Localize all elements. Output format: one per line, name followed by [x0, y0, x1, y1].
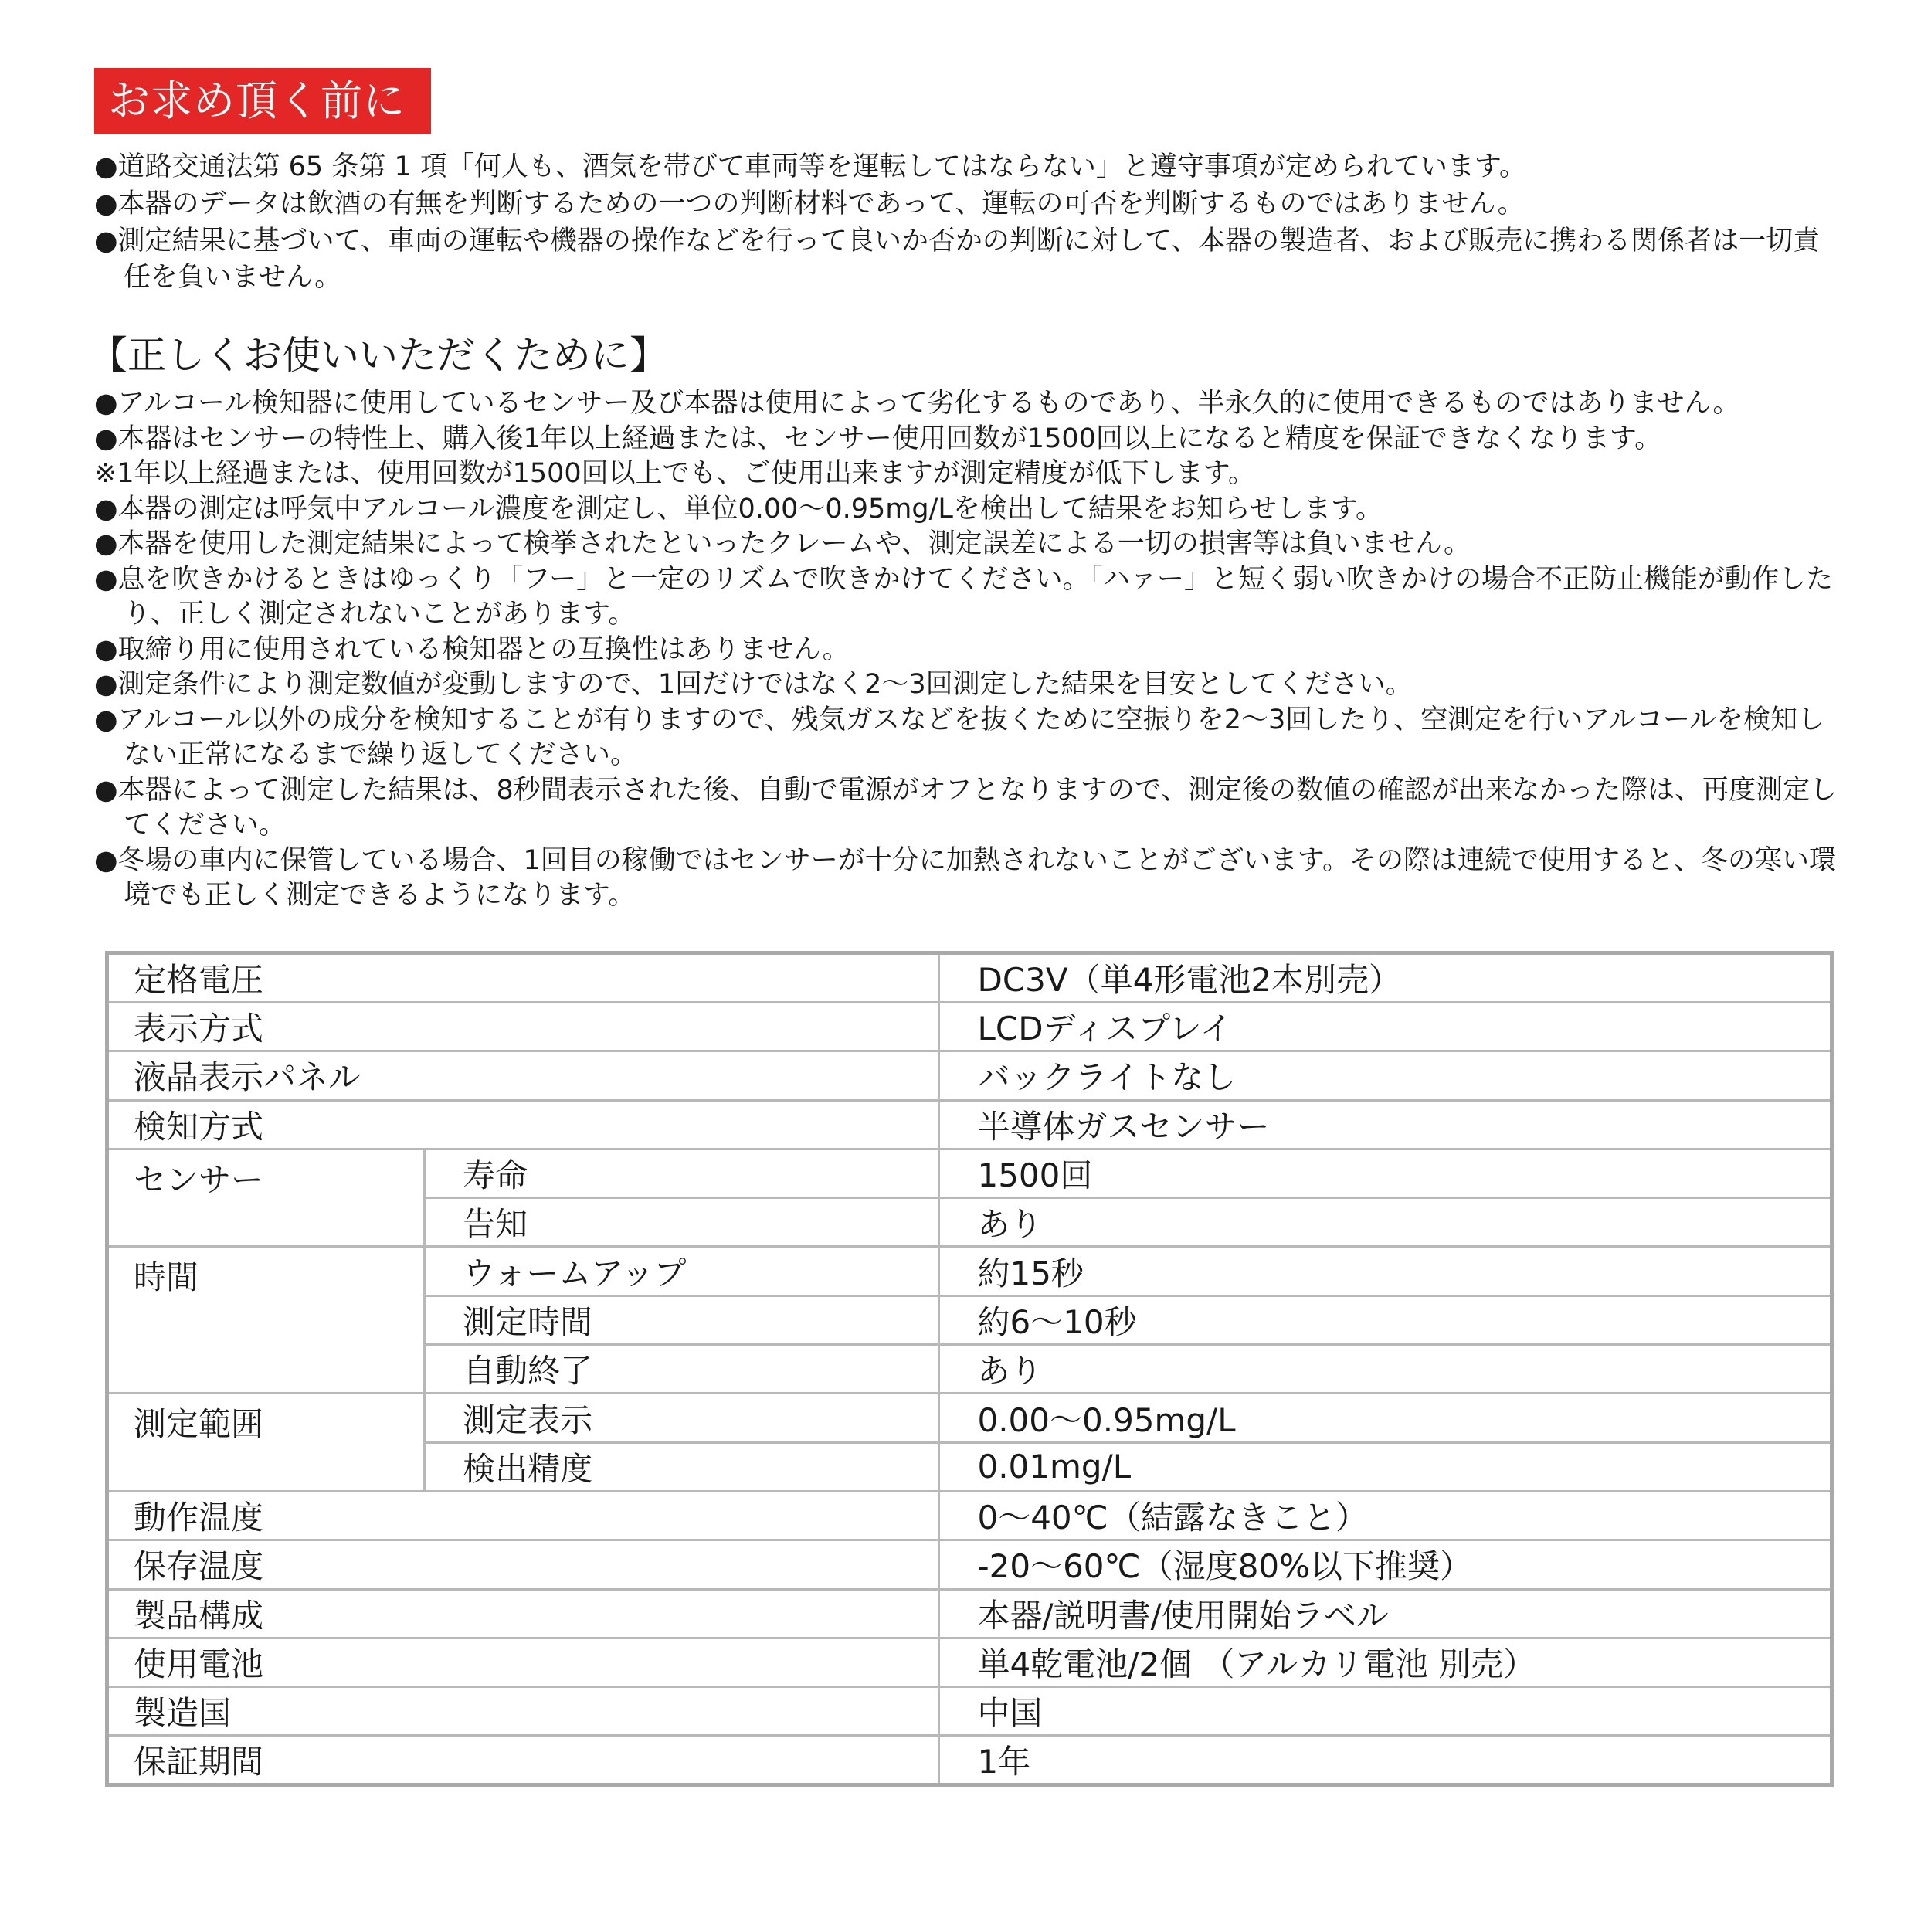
spec-table — [105, 951, 1834, 1787]
precaution-list — [94, 149, 1840, 297]
spec-label: 動作温度 — [107, 1491, 939, 1540]
spec-label: 使用電池 — [107, 1638, 939, 1686]
list-item: ●本器のデータは飲酒の有無を判断するための一つの判断材料であって、運転の可否を判断するものではありません。 — [94, 188, 1525, 219]
spec-sublabel: 寿命 — [425, 1149, 939, 1197]
spec-value: 半導体ガスセンサー — [939, 1100, 1832, 1149]
spec-sublabel: ウォームアップ — [425, 1247, 939, 1295]
spec-value: 1年 — [939, 1736, 1832, 1785]
spec-group-label: センサー — [107, 1149, 425, 1247]
spec-value: あり — [939, 1198, 1832, 1247]
table-row — [107, 1589, 1832, 1638]
spec-value: 0〜40℃（結露なきこと） — [939, 1491, 1832, 1540]
spec-value: 中国 — [939, 1687, 1832, 1736]
spec-value: バックライトなし — [939, 1051, 1832, 1100]
list-item: ●取締り用に使用されている検知器との互換性はありません。 — [94, 633, 850, 665]
table-row — [107, 1003, 1832, 1051]
table-row — [107, 1638, 1832, 1686]
page-title: お求め頂く前に — [94, 68, 431, 134]
list-item: ●冬場の車内に保管している場合、1回目の稼働ではセンサーが十分に加熱されないことがございます。その際は連続で使用すると、冬の寒い環境でも正しく測定できるようになります。 — [94, 844, 1837, 911]
table-row — [107, 1687, 1832, 1736]
spec-value: 約15秒 — [939, 1247, 1832, 1295]
spec-sublabel: 自動終了 — [425, 1345, 939, 1394]
list-item: ●測定結果に基づいて、車両の運転や機器の操作などを行って良いか否かの判断に対して、本器の製造者、および販売に携わる関係者は一切責任を負いません。 — [94, 226, 1821, 293]
spec-group-label: 時間 — [107, 1247, 425, 1394]
spec-label: 定格電圧 — [107, 953, 939, 1003]
list-item: ●本器によって測定した結果は、8秒間表示された後、自動で電源がオフとなりますので、測定後の数値の確認が出来なかった際は、再度測定してください。 — [94, 774, 1838, 840]
spec-value: 0.00〜0.95mg/L — [939, 1394, 1832, 1442]
table-row — [107, 1247, 1832, 1295]
spec-label: 保存温度 — [107, 1540, 939, 1589]
spec-sublabel: 告知 — [425, 1198, 939, 1247]
table-row — [107, 1491, 1832, 1540]
spec-sublabel: 測定時間 — [425, 1295, 939, 1344]
table-row — [107, 1394, 1832, 1442]
spec-label: 液晶表示パネル — [107, 1051, 939, 1100]
spec-label: 表示方式 — [107, 1003, 939, 1051]
list-item: ●アルコール以外の成分を検知することが有りますので、残気ガスなどを抜くために空振りを2〜3回したり、空測定を行いアルコールを検知しない正常になるまで繰り返してください。 — [94, 704, 1825, 770]
spec-value: DC3V（単4形電池2本別売） — [939, 953, 1832, 1003]
spec-value: 0.01mg/L — [939, 1442, 1832, 1491]
spec-label: 検知方式 — [107, 1100, 939, 1149]
list-item: ※1年以上経過または、使用回数が1500回以上でも、ご使用出来ますが測定精度が低下します。 — [94, 458, 1255, 489]
list-item: ●道路交通法第 65 条第 1 項「何人も、酒気を帯びて車両等を運転してはならない」と遵守事項が定められています。 — [94, 151, 1527, 182]
list-item: ●本器はセンサーの特性上、購入後1年以上経過または、センサー使用回数が1500回以上になると精度を保証できなくなります。 — [94, 423, 1662, 454]
list-item: ●本器を使用した測定結果によって検挙されたといったクレームや、測定誤差による一切の損害等は負いません。 — [94, 528, 1471, 559]
table-row — [107, 1100, 1832, 1149]
section-heading: 【正しくお使いいただくために】 — [89, 333, 668, 378]
spec-value: -20〜60℃（湿度80%以下推奨） — [939, 1540, 1832, 1589]
spec-value: 本器/説明書/使用開始ラベル — [939, 1589, 1832, 1638]
spec-label: 保証期間 — [107, 1736, 939, 1785]
list-item: ●息を吹きかけるときはゆっくり「フー」と一定のリズムで吹きかけてください。「ハァー」と短く弱い吹きかけの場合不正防止機能が動作したり、正しく測定されないことがあります。 — [94, 563, 1833, 630]
spec-value: 単4乾電池/2個 （アルカリ電池 別売） — [939, 1638, 1832, 1686]
spec-label: 製品構成 — [107, 1589, 939, 1638]
spec-group-label: 測定範囲 — [107, 1394, 425, 1492]
table-row — [107, 1149, 1832, 1197]
spec-value: 約6〜10秒 — [939, 1295, 1832, 1344]
table-row — [107, 1736, 1832, 1785]
list-item: ●本器の測定は呼気中アルコール濃度を測定し、単位0.00〜0.95mg/Lを検出して結果をお知らせします。 — [94, 493, 1383, 525]
usage-list — [94, 386, 1840, 914]
spec-sublabel: 測定表示 — [425, 1394, 939, 1442]
table-row — [107, 1540, 1832, 1589]
spec-value: LCDディスプレイ — [939, 1003, 1832, 1051]
table-row — [107, 1051, 1832, 1100]
spec-value: あり — [939, 1345, 1832, 1394]
list-item: ●測定条件により測定数値が変動しますので、1回だけではなく2〜3回測定した結果を目安としてください。 — [94, 669, 1413, 700]
spec-value: 1500回 — [939, 1149, 1832, 1197]
spec-sublabel: 検出精度 — [425, 1442, 939, 1491]
table-row — [107, 953, 1832, 1003]
list-item: ●アルコール検知器に使用しているセンサー及び本器は使用によって劣化するものであり、半永久的に使用できるものではありません。 — [94, 388, 1740, 419]
spec-label: 製造国 — [107, 1687, 939, 1736]
